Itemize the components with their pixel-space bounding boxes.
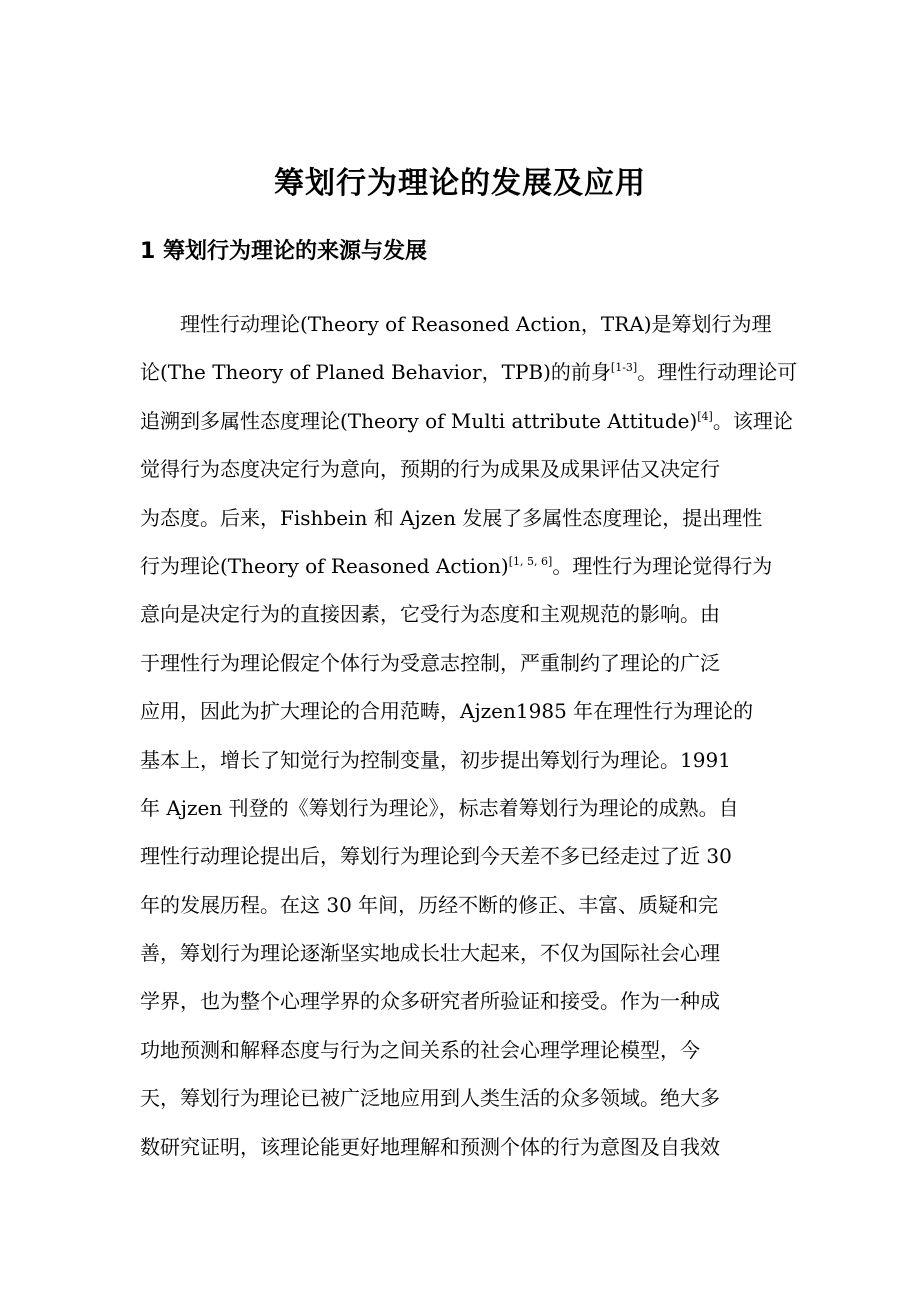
paragraph-line <box>140 590 785 638</box>
line-text: 行为理论(Theory of Reasoned Action) <box>140 553 509 578</box>
citation-ref: [4] <box>697 409 713 423</box>
line-text: 功地预测和解释态度与行为之间关系的社会心理学理论模型，今 <box>140 1037 700 1062</box>
citation-ref: [1-3] <box>610 361 638 375</box>
paragraph-line <box>140 1026 785 1074</box>
line-text-after-citation: 。该理论 <box>712 408 793 433</box>
paragraph-line <box>140 736 785 784</box>
paragraph-line <box>140 929 785 977</box>
document-title: 筹划行为理论的发展及应用 <box>274 166 646 201</box>
line-text: 论(The Theory of Planed Behavior，TPB)的前身 <box>140 360 611 385</box>
paragraph-line <box>140 542 785 590</box>
paragraph-line <box>140 348 798 396</box>
citation-ref: [1, 5, 6] <box>508 554 553 568</box>
paragraph-line <box>140 1074 785 1122</box>
paragraph-line <box>140 832 785 880</box>
paragraph-line <box>140 445 785 493</box>
line-text: 于理性行为理论假定个体行为受意志控制，严重制约了理论的广泛 <box>140 650 720 675</box>
paragraph-line <box>140 784 785 832</box>
paragraph-line <box>140 687 785 735</box>
line-text: 应用，因此为扩大理论的合用范畴，Ajzen1985 年在理性行为理论的 <box>140 699 754 724</box>
line-text: 学界，也为整个心理学界的众多研究者所验证和接受。作为一种成 <box>140 989 720 1014</box>
line-text: 年的发展历程。在这 30 年间，历经不断的修正、丰富、质疑和完 <box>140 892 719 917</box>
paragraph-line <box>140 494 785 542</box>
paragraph-line <box>140 397 793 445</box>
paragraph-body <box>140 300 798 1171</box>
line-text-after-citation: 。理性行为理论觉得行为 <box>552 553 773 578</box>
line-text: 觉得行为态度决定行为意向，预期的行为成果及成果评估又决定行 <box>140 457 720 482</box>
section-heading: 1 筹划行为理论的来源与发展 <box>140 239 427 264</box>
line-text: 基本上，增长了知觉行为控制变量，初步提出筹划行为理论。1991 <box>140 747 731 772</box>
line-text: 理性行动理论提出后，筹划行为理论到今天差不多已经走过了近 30 <box>140 844 732 869</box>
paragraph-line <box>140 881 785 929</box>
line-text: 追溯到多属性态度理论(Theory of Multi attribute Attitude) <box>140 408 698 433</box>
line-text: 意向是决定行为的直接因素，它受行为态度和主观规范的影响。由 <box>140 602 720 627</box>
line-text: 天，筹划行为理论已被广泛地应用到人类生活的众多领域。绝大多 <box>140 1086 720 1111</box>
line-text-after-citation: 。理性行动理论可 <box>637 360 798 385</box>
line-text: 为态度。后来，Fishbein 和 Ajzen 发展了多属性态度理论，提出理性 <box>140 505 763 530</box>
paragraph-line <box>140 977 785 1025</box>
line-text: 数研究证明，该理论能更好地理解和预测个体的行为意图及自我效 <box>140 1134 720 1159</box>
paragraph-line <box>140 639 785 687</box>
line-text: 善，筹划行为理论逐渐坚实地成长壮大起来，不仅为国际社会心理 <box>140 941 720 966</box>
line-text: 年 Ajzen 刊登的《筹划行为理论》，标志着筹划行为理论的成熟。自 <box>140 795 739 820</box>
paragraph-line <box>140 300 785 348</box>
paragraph-line <box>140 1123 785 1171</box>
line-text: 理性行动理论(Theory of Reasoned Action，TRA)是筹划行为理 <box>180 312 772 336</box>
